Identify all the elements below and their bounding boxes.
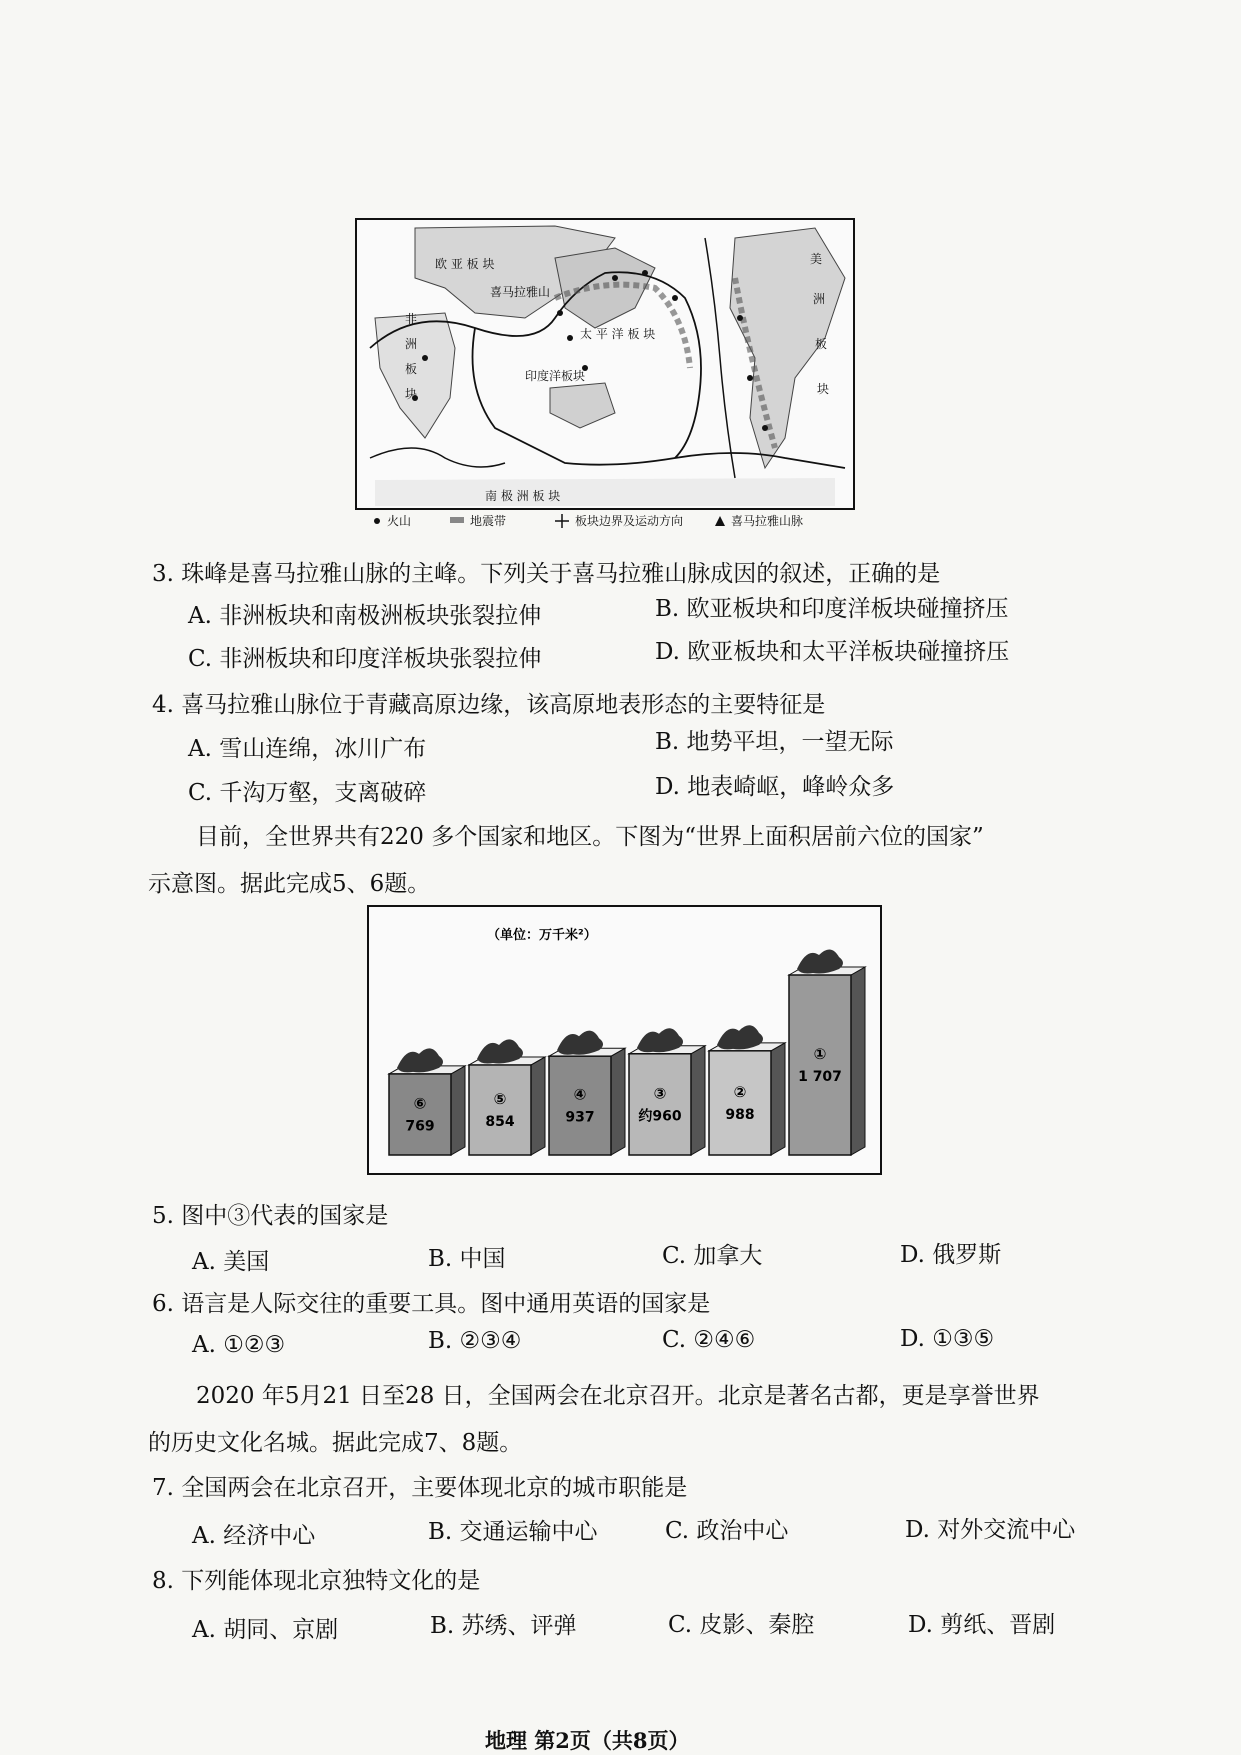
bar [629,1054,691,1155]
label-indian: 印度洋板块 [525,369,586,383]
q6-option-c[interactable]: C. ②④⑥ [662,1327,756,1353]
bar [389,1074,451,1155]
bar-value-label: 约960 [638,1108,682,1125]
q7-option-b[interactable]: B. 交通运输中心 [428,1519,598,1545]
q6-option-a[interactable]: A. ①②③ [192,1332,286,1358]
bar [789,975,851,1155]
bar-rank-label: ⑥ [413,1094,427,1113]
q5-option-a[interactable]: A. 美国 [192,1249,270,1275]
intro-paragraph-2-line-1: 2020 年5月21 日至28 日，全国两会在北京召开。北京是著名古都，更是享誉世界 [196,1383,1040,1409]
plate-map-figure [355,218,855,530]
bar-side [451,1066,465,1155]
q8-stem: 8. 下列能体现北京独特文化的是 [152,1568,481,1594]
q7-stem: 7. 全国两会在北京召开，主要体现北京的城市职能是 [152,1475,688,1501]
bar-side [531,1057,545,1155]
bar [469,1065,531,1155]
label-america-2: 洲 [813,292,826,306]
q5-option-b[interactable]: B. 中国 [428,1246,506,1272]
label-america-3: 板 [815,337,828,351]
label-eurasia: 欧 亚 板 块 [435,257,495,271]
area-chart [367,905,882,1175]
q4-option-a[interactable]: A. 雪山连绵，冰川广布 [188,736,427,762]
q3-option-d[interactable]: D. 欧亚板块和太平洋板块碰撞挤压 [655,639,1010,665]
label-himalaya: 喜马拉雅山 [490,285,551,299]
label-africa-2: 洲 [405,337,418,351]
q4-option-c[interactable]: C. 千沟万壑，支离破碎 [188,780,427,806]
q4-option-b[interactable]: B. 地势平坦，一望无际 [655,729,894,755]
bar-rank-label: ③ [653,1084,667,1103]
label-africa-3: 板 [405,362,418,376]
bar-rank-label: ① [813,1045,827,1063]
bar [549,1056,611,1155]
legend-peak: 喜马拉雅山脉 [731,514,804,528]
bar-rank-label: ④ [573,1085,587,1104]
bar-value-label: 988 [725,1106,755,1123]
label-america-1: 美 [810,252,823,266]
q3-option-a[interactable]: A. 非洲板块和南极洲板块张裂拉伸 [188,603,542,629]
legend-boundary: 板块边界及运动方向 [575,514,684,528]
page-footer: 地理 第2页（共8页） [485,1728,690,1753]
bar-rank-label: ② [733,1082,747,1101]
bar-side [691,1046,705,1155]
q6-stem: 6. 语言是人际交往的重要工具。图中通用英语的国家是 [152,1291,711,1317]
bar-value-label: 937 [565,1109,595,1126]
plate-map [355,218,855,530]
bar [709,1051,771,1155]
q8-option-d[interactable]: D. 剪纸、晋剧 [908,1612,1056,1638]
q4-option-d[interactable]: D. 地表崎岖，峰岭众多 [655,774,895,800]
q7-option-a[interactable]: A. 经济中心 [192,1523,316,1549]
bar-side [851,967,865,1155]
legend-quake-icon [450,517,464,523]
bar-value-label: 769 [405,1118,435,1135]
area-chart-figure [367,905,882,1175]
q8-option-b[interactable]: B. 苏绣、评弹 [430,1613,577,1639]
antarctica-land [375,478,835,506]
label-pacific: 太 平 洋 板 块 [580,327,656,341]
legend-quake: 地震带 [470,514,507,528]
q5-option-c[interactable]: C. 加拿大 [662,1243,763,1269]
bar-side [611,1048,625,1155]
q5-option-d[interactable]: D. 俄罗斯 [900,1242,1002,1268]
legend-peak-icon [715,516,725,526]
label-africa-1: 非 [405,312,418,326]
q6-option-b[interactable]: B. ②③④ [428,1328,522,1354]
q4-stem: 4. 喜马拉雅山脉位于青藏高原边缘，该高原地表形态的主要特征是 [152,692,826,718]
bar-side [771,1043,785,1155]
q3-option-b[interactable]: B. 欧亚板块和印度洋板块碰撞挤压 [655,596,1009,622]
legend-volcano-icon [374,518,380,524]
legend-boundary-icon [555,514,569,528]
bar-value-label: 854 [485,1113,515,1130]
bar-value-label: 1 707 [798,1069,842,1085]
chart-title: （单位：万千米²） [487,928,597,943]
q7-option-d[interactable]: D. 对外交流中心 [905,1517,1076,1543]
q3-option-c[interactable]: C. 非洲板块和印度洋板块张裂拉伸 [188,646,542,672]
q8-option-a[interactable]: A. 胡同、京剧 [192,1617,339,1643]
q7-option-c[interactable]: C. 政治中心 [665,1518,789,1544]
bar-rank-label: ⑤ [493,1089,507,1108]
q5-stem: 5. 图中③代表的国家是 [152,1203,389,1229]
label-africa-4: 块 [405,387,418,401]
map-legend [374,513,803,528]
intro-paragraph-1-line-2: 示意图。据此完成5、6题。 [148,871,431,897]
q8-option-c[interactable]: C. 皮影、秦腔 [668,1612,815,1638]
legend-volcano: 火山 [387,514,412,528]
label-america-4: 块 [817,382,830,396]
intro-paragraph-1-line-1: 目前，全世界共有220 多个国家和地区。下图为“世界上面积居前六位的国家” [196,824,984,850]
intro-paragraph-2-line-2: 的历史文化名城。据此完成7、8题。 [148,1430,523,1456]
q3-stem: 3. 珠峰是喜马拉雅山脉的主峰。下列关于喜马拉雅山脉成因的叙述，正确的是 [152,561,941,587]
q6-option-d[interactable]: D. ①③⑤ [900,1326,995,1352]
label-antarctic: 南 极 洲 板 块 [485,489,561,503]
